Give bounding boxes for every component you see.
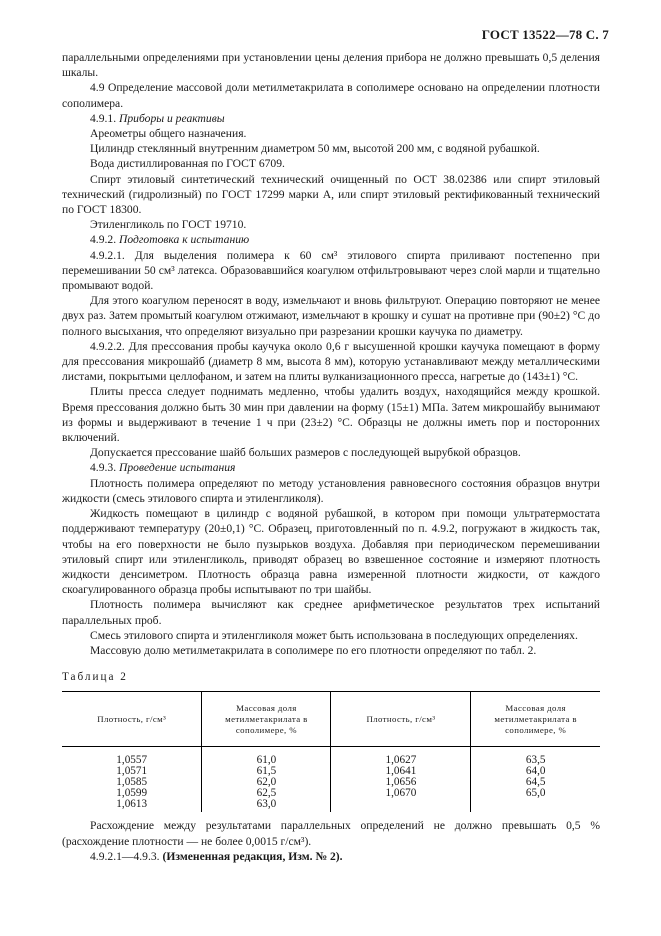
section-title: Приборы и реактивы [119, 111, 225, 125]
density-values [331, 747, 471, 813]
section-heading [62, 232, 600, 247]
table-cell: 61,0 [256, 754, 277, 767]
paragraph: Смесь этилового спирта и этиленгликоля может быть использована в последующих определениях. [90, 628, 578, 642]
column-header-mass-fraction: Массовая доля метилметакрилата в сополимере, % [471, 692, 600, 747]
amendment-range: 4.9.2.1—4.9.3. [90, 849, 160, 863]
density-table [62, 691, 600, 812]
paragraph: Этиленгликоль по ГОСТ 19710. [90, 218, 247, 232]
section-heading [62, 111, 600, 126]
paragraph: Ареометры общего назначения. [90, 127, 247, 141]
table-cell: 62,5 [256, 787, 277, 800]
table-cell: 63,5 [525, 754, 546, 767]
table-cell: 1,0641 [385, 765, 417, 778]
table-cell: 1,0585 [116, 776, 148, 789]
paragraph: Расхождение между результатами параллельных определений не должно превышать 0,5 % (расхождение плотности — не более 0,0015 г/см³). [62, 819, 600, 848]
table-row [62, 747, 600, 813]
section-title: Проведение испытания [119, 461, 236, 475]
density-values [62, 747, 202, 813]
column-header-density: Плотность, г/см³ [331, 692, 471, 747]
paragraph: 4.9.2.2. Для прессования пробы каучука около 0,6 г высушенной крошки каучука помещают в форму для прессования микрошайб (диаметр 8 мм, высота 8 мм), которую устанавливают между металлическими листами, покрытыми целлофаном, и затем на плиты вулканизационного пресса, нагретые до (143±1) °С. [62, 339, 600, 384]
paragraph: Плотность полимера определяют по методу установления равновесного состояния образцов внутри жидкости (смесь этилового спирта и этиленгликоля). [62, 476, 600, 505]
paragraph: Допускается прессование шайб больших размеров с последующей вырубкой образцов. [90, 446, 521, 460]
table-cell: 1,0627 [385, 754, 417, 767]
table-cell: 1,0656 [385, 776, 417, 789]
table-cell: 64,5 [525, 776, 546, 789]
paragraph: 4.9.2.1. Для выделения полимера к 60 см³ этилового спирта приливают постепенно при перемешивании 50 см³ латекса. Образовавшийся коагулюм отфильтровывают через слой марли и тщательно промывают водой. [62, 248, 600, 293]
section-title: Подготовка к испытанию [119, 233, 250, 247]
column-header-mass-fraction: Массовая доля метилметакрилата в сополимере, % [202, 692, 331, 747]
table-cell: 64,0 [525, 765, 546, 778]
section-number: 4.9.2. [90, 233, 117, 247]
amendment-text: (Измененная редакция, Изм. № 2). [162, 849, 343, 863]
section-number: 4.9.3. [90, 461, 117, 475]
table-label: Таблица 2 [62, 671, 128, 684]
paragraph: Жидкость помещают в цилиндр с водяной рубашкой, в котором при помощи ультратермостата поддерживают температуру (20±0,1) °С. Образец, приготовленный по п. 4.9.2, погружают в жидкость так, чтобы на его поверхности не было пузырьков воздуха. Добавляя при периодическом перемешивании этиловый спирт или этиленгликоль, приводят образец во взвешенное состояние и измеряют плотность жидкости денсиметром. Плотность образца равна измеренной плотности жидкости, от каждого скоагулированного образца пробы испытывают по три шайбы. [62, 507, 600, 597]
table-cell: 1,0599 [116, 787, 148, 800]
table-cell: 61,5 [256, 765, 277, 778]
amendment-note [62, 849, 600, 864]
section-heading [62, 460, 600, 475]
column-header-density: Плотность, г/см³ [62, 692, 202, 747]
paragraph: 4.9 Определение массовой доли метилметакрилата в сополимере основано на определении плотности сополимера. [62, 81, 600, 110]
table-cell: 1,0557 [116, 754, 148, 767]
paragraph: Плотность полимера вычисляют как среднее арифметическое результатов трех испытаний параллельных проб. [62, 598, 600, 627]
paragraph: Для этого коагулюм переносят в воду, измельчают и вновь фильтруют. Операцию повторяют не менее двух раз. Затем промытый коагулюм отжимают, измельчают в крошку и сушат на противне при (90±2) °С до полного высыхания, что определяют визуально при разрезании крошки каучука по диаметру. [62, 294, 600, 338]
table-cell: 1,0613 [116, 798, 148, 811]
paragraph: Плиты пресса следует поднимать медленно, чтобы удалить воздух, находящийся между крошкой. Время прессования должно быть 30 мин при давлении на форму (15±1) МПа. Затем микрошайбу вынимают из формы и выдерживают в течение 1 ч при (23±2) °С. Образцы не должны иметь пор и посторонних включений. [62, 385, 600, 445]
paragraph: Спирт этиловый синтетический технический очищенный по ОСТ 38.02386 или спирт этиловый технический (гидролизный) по ГОСТ 17299 марки А, или спирт этиловый ректификованный технический по ГОСТ 18300. [62, 172, 600, 217]
table-cell: 62,0 [256, 776, 277, 789]
mass-fraction-values [471, 747, 600, 813]
page-header: ГОСТ 13522—78 С. 7 [481, 27, 609, 42]
paragraph: Массовую долю метилметакрилата в сополимере по его плотности определяют по табл. 2. [90, 643, 537, 657]
paragraph: Цилиндр стеклянный внутренним диаметром 50 мм, высотой 200 мм, с водяной рубашкой. [90, 142, 540, 156]
table-header-row [62, 692, 600, 747]
table-cell: 63,0 [256, 798, 277, 811]
paragraph: параллельными определениями при установлении цены деления прибора не должно превышать 0,5 деления шкалы. [62, 51, 600, 80]
mass-fraction-values [202, 747, 331, 813]
document-body [62, 50, 600, 864]
section-number: 4.9.1. [90, 111, 117, 125]
table-cell: 1,0571 [116, 765, 148, 778]
table-cell: 1,0670 [385, 787, 417, 800]
paragraph: Вода дистиллированная по ГОСТ 6709. [90, 157, 285, 171]
table-cell: 65,0 [525, 787, 546, 800]
